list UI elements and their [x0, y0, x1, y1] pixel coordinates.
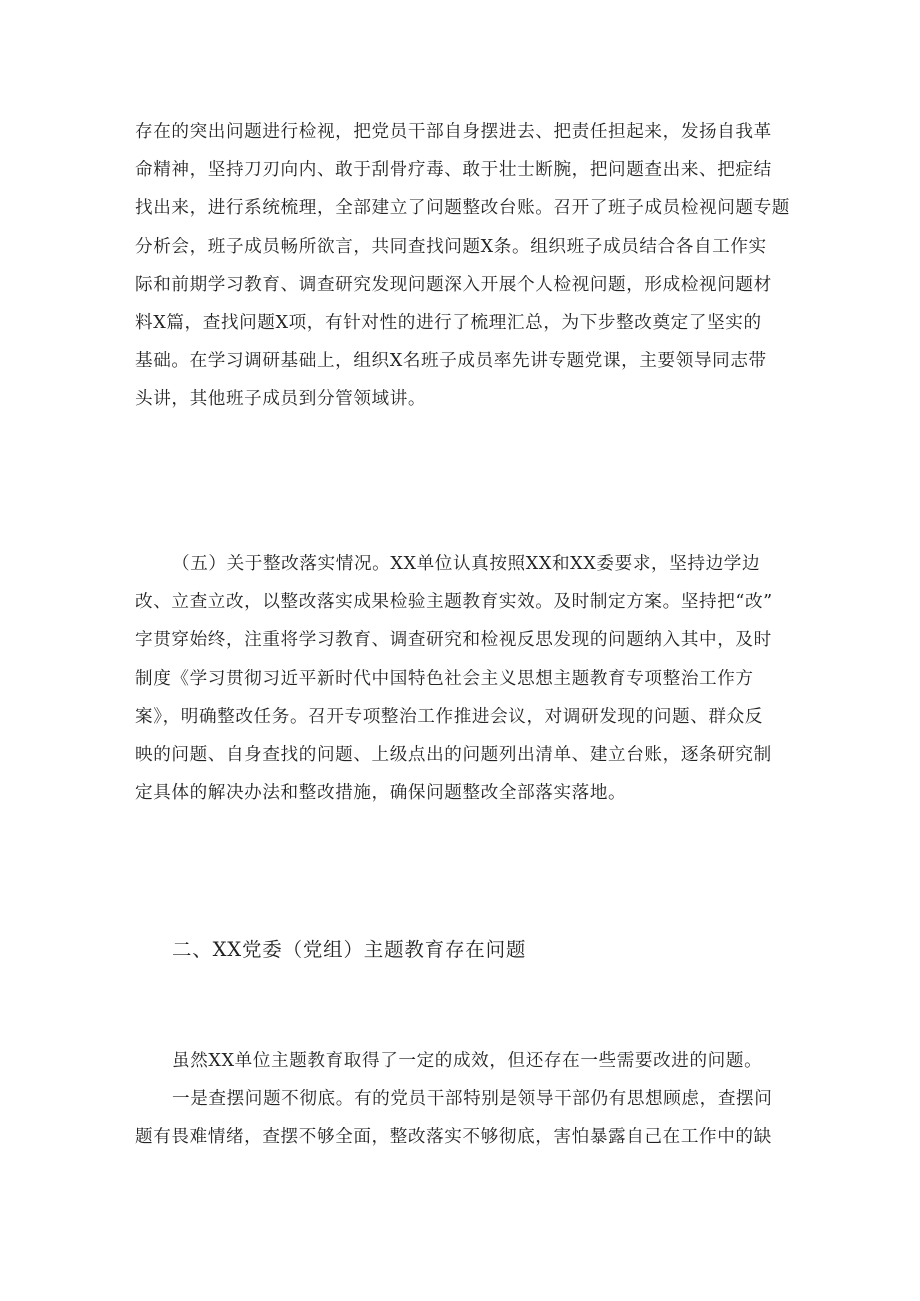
text-line: 头讲，其他班子成员到分管领域讲。 [135, 389, 427, 410]
text-line: 改、立查立改，以整改落实成果检验主题教育实效。及时制定方案。坚持把“改” [135, 592, 773, 613]
section-heading: 二、XX党委（党组）主题教育存在问题 [172, 938, 527, 961]
text-line-indented: 一是查摆问题不彻底。有的党员干部特别是领导干部仍有思想顾虑，查摆问 [172, 1089, 773, 1110]
text-line: 映的问题、自身查找的问题、上级点出的问题列出清单、建立台账，逐条研究制 [135, 744, 772, 765]
text-line: 案》，明确整改任务。召开专项整治工作推进会议，对调研发现的问题、群众反 [135, 706, 763, 727]
text-line-indented: （五）关于整改落实情况。XX单位认真按照XX和XX委要求，坚持边学边 [172, 554, 761, 574]
text-line: 制度《学习贯彻习近平新时代中国特色社会主义思想主题教育专项整治工作方 [135, 668, 754, 689]
text-line: 料X篇，查找问题X项，有针对性的进行了梳理汇总，为下步整改奠定了坚实的 [135, 312, 762, 333]
paragraph-section-4-continued [135, 113, 790, 419]
paragraph-section-5 [135, 545, 787, 812]
text-line: 命精神，坚持刀刃向内、敢于刮骨疗毒、敢于壮士断腕，把问题查出来、把症结 [135, 160, 772, 181]
text-line-indented: 虽然XX单位主题教育取得了一定的成效，但还存在一些需要改进的问题。 [172, 1051, 763, 1071]
text-line: 字贯穿始终，注重将学习教育、调查研究和检视反思发现的问题纳入其中，及时 [135, 630, 772, 651]
text-line: 找出来，进行系统梳理，全部建立了问题整改台账。召开了班子成员检视问题专题 [135, 198, 790, 219]
text-line: 际和前期学习教育、调查研究发现问题深入开展个人检视问题，形成检视问题材 [135, 274, 772, 295]
text-line: 分析会，班子成员畅所欲言，共同查找问题X条。组织班子成员结合各自工作实 [135, 236, 767, 257]
text-line: 定具体的解决办法和整改措施，确保问题整改全部落实落地。 [135, 783, 627, 804]
paragraph-section-problems [135, 1042, 787, 1157]
text-line: 基础。在学习调研基础上，组织X名班子成员率先讲专题党课，主要领导同志带 [135, 351, 767, 372]
text-line: 存在的突出问题进行检视，把党员干部自身摆进去、把责任担起来，发扬自我革 [135, 122, 772, 142]
text-line: 题有畏难情绪，查摆不够全面，整改落实不够彻底，害怕暴露自己在工作中的缺 [135, 1127, 772, 1148]
